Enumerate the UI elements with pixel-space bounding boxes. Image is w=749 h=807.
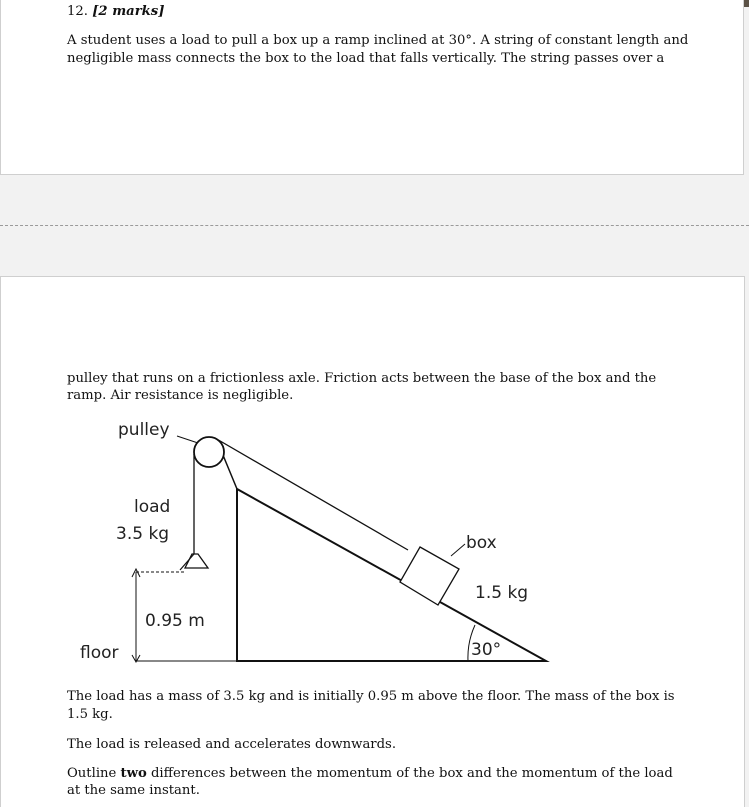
box-mass-label: 1.5 kg [475,583,529,603]
outline-pre: Outline [67,766,121,781]
outline-line-1 [67,765,673,782]
pulley-wheel [194,437,224,467]
document-page-1 [0,0,744,175]
box [400,547,459,605]
box-label: box [466,533,497,553]
released-line: The load is released and accelerates downwards. [67,737,397,752]
floor-label: floor [80,643,119,663]
box-pointer [451,544,465,556]
load-mass-label: 3.5 kg [116,524,170,544]
intro-line-1: A student uses a load to pull a box up a ramp inclined at 30°. A string of constant length and [67,33,689,48]
info-line-2: 1.5 kg. [67,707,113,722]
pulley-label: pulley [118,420,170,440]
intro-line-2: negligible mass connects the box to the load that falls vertically. The string passes over a [67,51,665,66]
question-header [67,3,164,20]
continuation-line-2: ramp. Air resistance is negligible. [67,388,294,403]
info-line-1: The load has a mass of 3.5 kg and is initially 0.95 m above the floor. The mass of the box is [67,689,675,704]
load-label: load [134,497,171,517]
angle-label: 30° [471,640,502,660]
outline-post: differences between the momentum of the box and the momentum of the load [146,766,673,781]
pulley-pointer [177,436,198,443]
question-number: 12. [67,4,88,19]
outline-bold: two [120,766,147,781]
height-label: 0.95 m [145,611,205,631]
continuation-line-1: pulley that runs on a frictionless axle. Friction acts between the base of the box and the [67,371,657,386]
outline-line-2: at the same instant. [67,783,200,798]
ramp-pulley-diagram [70,412,560,672]
question-marks: [2 marks] [92,4,165,19]
page-break-divider [0,225,749,226]
ramp [237,489,546,661]
